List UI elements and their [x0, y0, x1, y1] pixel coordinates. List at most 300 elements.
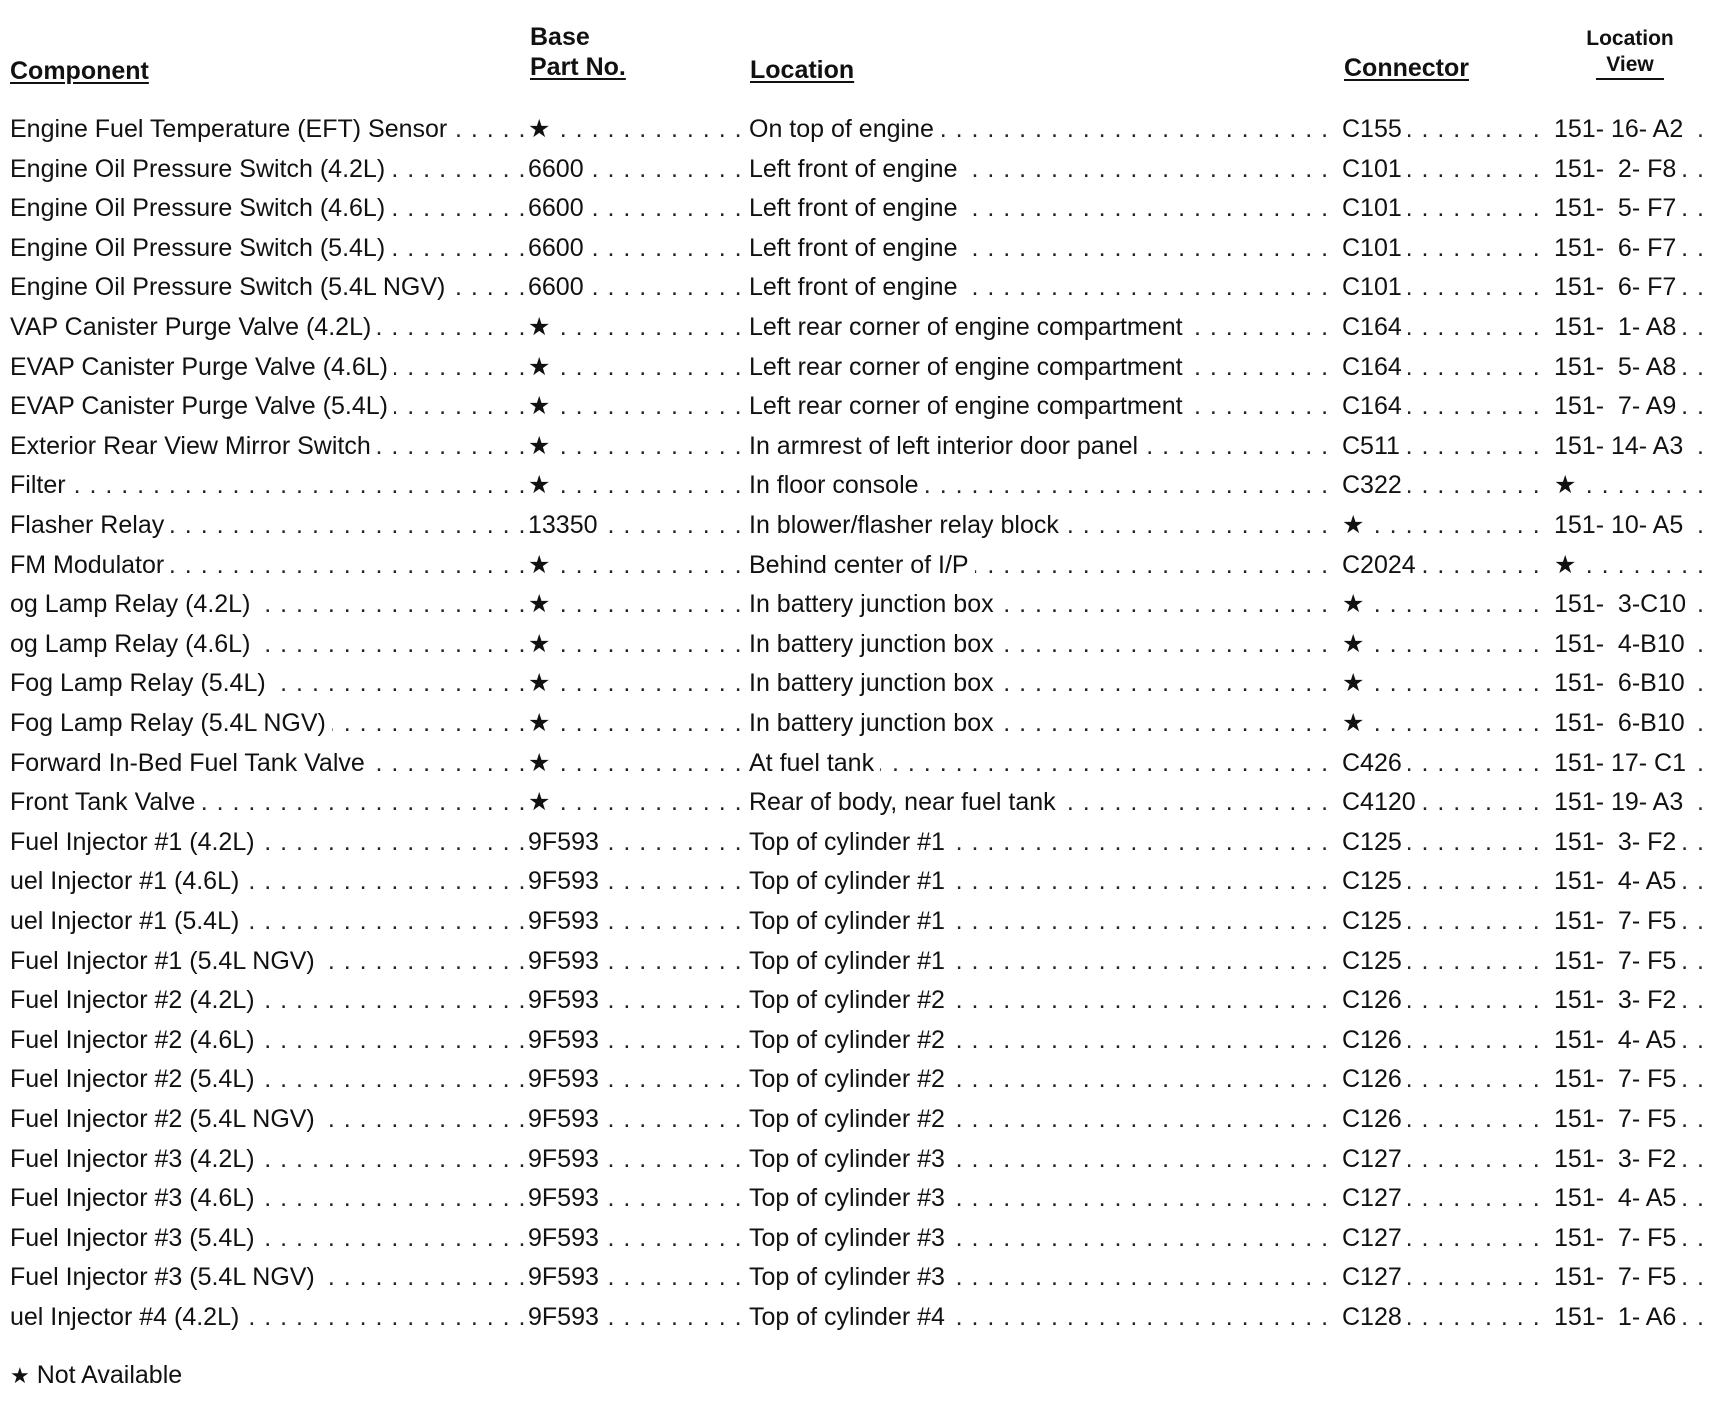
location-cell-text: Rear of body, near fuel tank — [749, 783, 1062, 822]
table-row — [0, 1021, 1712, 1061]
location-view-cell-text: 151- 6-B10 — [1554, 664, 1691, 703]
location-view-cell-text: 151- 3- F2 — [1554, 1140, 1682, 1179]
component-cell-text: Fuel Injector #2 (5.4L NGV) — [10, 1100, 321, 1139]
component-cell — [10, 1060, 524, 1099]
location-view-cell — [1554, 427, 1712, 466]
location-view-cell — [1554, 546, 1712, 585]
component-cell — [10, 704, 524, 743]
component-cell — [10, 229, 524, 268]
location-view-cell-text: 151- 6-B10 — [1554, 704, 1691, 743]
component-cell-text: Fuel Injector #3 (4.2L) — [10, 1140, 261, 1179]
location-view-cell-text: 151- 14- A3 — [1554, 427, 1689, 466]
location-cell — [749, 546, 1333, 585]
location-view-cell-text: 151- 7- A9 — [1554, 387, 1682, 426]
location-cell-text: In battery junction box — [749, 585, 1000, 624]
base-part-cell — [528, 268, 744, 307]
connector-cell-text: C128 — [1342, 1298, 1408, 1337]
table-row — [0, 110, 1712, 150]
base-part-cell-text: ★ — [528, 546, 556, 585]
location-cell — [749, 1219, 1333, 1258]
location-cell — [749, 506, 1333, 545]
location-view-cell — [1554, 981, 1712, 1020]
table-row — [0, 229, 1712, 269]
base-part-cell-text: 9F593 — [528, 823, 605, 862]
location-cell-text: Behind center of I/P — [749, 546, 975, 585]
connector-cell — [1342, 268, 1549, 307]
location-cell — [749, 110, 1333, 149]
location-view-cell — [1554, 585, 1712, 624]
location-cell — [749, 1298, 1333, 1337]
location-view-cell-text: 151- 4- A5 — [1554, 1021, 1682, 1060]
base-part-cell-text: ★ — [528, 664, 556, 703]
connector-cell-text: C127 — [1342, 1140, 1408, 1179]
table-row — [0, 942, 1712, 982]
component-cell — [10, 506, 524, 545]
location-cell — [749, 1100, 1333, 1139]
component-cell — [10, 1140, 524, 1179]
component-cell — [10, 823, 524, 862]
base-part-cell — [528, 427, 744, 466]
component-cell-text: Fuel Injector #2 (4.6L) — [10, 1021, 261, 1060]
footnote-text: Not Available — [36, 1361, 183, 1389]
component-cell — [10, 110, 524, 149]
location-view-cell-text: ★ — [1554, 466, 1582, 505]
base-part-cell — [528, 981, 744, 1020]
location-view-cell — [1554, 1298, 1712, 1337]
location-cell-text: Top of cylinder #1 — [749, 823, 951, 862]
connector-cell-text: C511 — [1342, 427, 1406, 466]
location-view-cell-text: 151- 17- C1 — [1554, 744, 1692, 783]
base-part-cell-text: 9F593 — [528, 1298, 605, 1337]
connector-cell — [1342, 783, 1549, 822]
location-view-cell-text: 151- 3- F2 — [1554, 981, 1682, 1020]
location-view-cell-text: 151- 16- A2 — [1554, 110, 1689, 149]
base-part-cell — [528, 783, 744, 822]
table-row — [0, 308, 1712, 348]
location-cell-text: Top of cylinder #1 — [749, 942, 951, 981]
component-cell — [10, 902, 524, 941]
table-row — [0, 268, 1712, 308]
location-view-cell-text: 151- 7- F5 — [1554, 1219, 1682, 1258]
connector-cell — [1342, 427, 1549, 466]
component-cell-text: og Lamp Relay (4.2L) — [10, 585, 256, 624]
location-cell-text: Top of cylinder #4 — [749, 1298, 951, 1337]
base-part-cell — [528, 625, 744, 664]
connector-cell — [1342, 110, 1549, 149]
location-cell-text: At fuel tank — [749, 744, 880, 783]
location-cell-text: Top of cylinder #2 — [749, 1021, 951, 1060]
base-part-cell-text: 9F593 — [528, 1140, 605, 1179]
component-cell — [10, 427, 524, 466]
base-part-cell-text: 9F593 — [528, 1258, 605, 1297]
location-cell-text: Left rear corner of engine compartment — [749, 308, 1189, 347]
location-view-cell — [1554, 268, 1712, 307]
location-view-cell — [1554, 1100, 1712, 1139]
location-view-cell — [1554, 308, 1712, 347]
component-cell-text: Fuel Injector #3 (5.4L NGV) — [10, 1258, 321, 1297]
base-part-cell — [528, 823, 744, 862]
location-view-cell — [1554, 1258, 1712, 1297]
component-cell-text: Fuel Injector #2 (5.4L) — [10, 1060, 261, 1099]
header-connector-label: Connector — [1344, 54, 1469, 82]
component-cell-text: Fog Lamp Relay (5.4L) — [10, 664, 272, 703]
base-part-cell — [528, 1060, 744, 1099]
location-cell — [749, 585, 1333, 624]
location-view-cell-text: 151- 1- A8 — [1554, 308, 1682, 347]
connector-cell-text: C164 — [1342, 308, 1408, 347]
component-cell-text: Exterior Rear View Mirror Switch — [10, 427, 377, 466]
location-view-cell-text: 151- 10- A5 — [1554, 506, 1689, 545]
table-row — [0, 1219, 1712, 1259]
connector-cell-text: C126 — [1342, 1060, 1408, 1099]
base-part-cell-text: 9F593 — [528, 902, 605, 941]
table-row — [0, 823, 1712, 863]
component-cell — [10, 625, 524, 664]
location-cell-text: On top of engine — [749, 110, 940, 149]
connector-cell — [1342, 150, 1549, 189]
connector-cell — [1342, 387, 1549, 426]
location-view-cell-text: 151- 2- F8 — [1554, 150, 1682, 189]
component-cell-text: uel Injector #4 (4.2L) — [10, 1298, 245, 1337]
connector-cell — [1342, 1021, 1549, 1060]
location-view-cell — [1554, 942, 1712, 981]
location-view-cell-text: 151- 6- F7 — [1554, 229, 1682, 268]
component-cell-text: EVAP Canister Purge Valve (4.6L) — [10, 348, 394, 387]
component-cell-text: Fuel Injector #3 (4.6L) — [10, 1179, 261, 1218]
location-cell — [749, 189, 1333, 228]
location-view-cell — [1554, 1140, 1712, 1179]
location-view-cell-text: 151- 4-B10 — [1554, 625, 1691, 664]
header-base-part-line2: Part No. — [530, 53, 626, 81]
location-cell — [749, 823, 1333, 862]
location-view-cell-text: ★ — [1554, 546, 1582, 585]
location-cell — [749, 664, 1333, 703]
base-part-cell-text: ★ — [528, 110, 556, 149]
component-cell — [10, 942, 524, 981]
base-part-cell — [528, 466, 744, 505]
base-part-cell-text: ★ — [528, 704, 556, 743]
location-view-cell-text: 151- 7- F5 — [1554, 942, 1682, 981]
base-part-cell-text: ★ — [528, 466, 556, 505]
base-part-cell-text: ★ — [528, 387, 556, 426]
base-part-cell — [528, 664, 744, 703]
location-cell-text: In battery junction box — [749, 625, 1000, 664]
base-part-cell-text: ★ — [528, 585, 556, 624]
location-cell — [749, 902, 1333, 941]
component-cell-text: Fuel Injector #1 (5.4L NGV) — [10, 942, 321, 981]
base-part-cell — [528, 902, 744, 941]
location-view-cell-text: 151- 19- A3 — [1554, 783, 1689, 822]
component-cell — [10, 783, 524, 822]
location-cell — [749, 1258, 1333, 1297]
location-view-cell-text: 151- 7- F5 — [1554, 1060, 1682, 1099]
connector-cell — [1342, 546, 1549, 585]
connector-cell-text: C126 — [1342, 1100, 1408, 1139]
base-part-cell — [528, 1258, 744, 1297]
location-cell-text: Top of cylinder #2 — [749, 1060, 951, 1099]
location-cell-text: In battery junction box — [749, 704, 1000, 743]
location-view-cell-text: 151- 4- A5 — [1554, 1179, 1682, 1218]
component-cell-text: uel Injector #1 (5.4L) — [10, 902, 245, 941]
location-cell — [749, 981, 1333, 1020]
connector-cell — [1342, 981, 1549, 1020]
base-part-cell-text: 9F593 — [528, 1060, 605, 1099]
location-cell — [749, 783, 1333, 822]
location-cell — [749, 1140, 1333, 1179]
connector-cell-text: C4120 — [1342, 783, 1422, 822]
component-cell-text: Filter — [10, 466, 72, 505]
connector-cell-text: ★ — [1342, 664, 1370, 703]
component-cell-text: Engine Oil Pressure Switch (4.2L) — [10, 150, 391, 189]
connector-cell — [1342, 229, 1549, 268]
connector-cell-text: C322 — [1342, 466, 1408, 505]
connector-cell — [1342, 625, 1549, 664]
component-cell-text: og Lamp Relay (4.6L) — [10, 625, 256, 664]
location-cell — [749, 229, 1333, 268]
connector-cell — [1342, 189, 1549, 228]
base-part-cell-text: ★ — [528, 783, 556, 822]
location-cell-text: Top of cylinder #1 — [749, 902, 951, 941]
base-part-cell — [528, 704, 744, 743]
base-part-cell-text: 9F593 — [528, 862, 605, 901]
base-part-cell — [528, 150, 744, 189]
location-cell-text: Left front of engine — [749, 189, 963, 228]
component-cell-text: Flasher Relay — [10, 506, 170, 545]
connector-cell — [1342, 902, 1549, 941]
connector-cell — [1342, 348, 1549, 387]
location-cell-text: Left front of engine — [749, 229, 963, 268]
connector-cell — [1342, 506, 1549, 545]
location-cell — [749, 862, 1333, 901]
connector-cell — [1342, 585, 1549, 624]
table-row — [0, 981, 1712, 1021]
base-part-cell — [528, 348, 744, 387]
location-view-cell — [1554, 348, 1712, 387]
base-part-cell — [528, 585, 744, 624]
base-part-cell — [528, 1219, 744, 1258]
component-cell-text: Engine Fuel Temperature (EFT) Sensor — [10, 110, 453, 149]
component-cell — [10, 981, 524, 1020]
connector-cell — [1342, 1219, 1549, 1258]
base-part-cell — [528, 229, 744, 268]
location-view-cell-text: 151- 5- F7 — [1554, 189, 1682, 228]
component-cell-text: Engine Oil Pressure Switch (5.4L NGV) — [10, 268, 451, 307]
table-row — [0, 1100, 1712, 1140]
component-cell — [10, 466, 524, 505]
connector-cell-text: ★ — [1342, 625, 1370, 664]
table-row — [0, 189, 1712, 229]
table-row — [0, 625, 1712, 665]
connector-cell-text: C125 — [1342, 942, 1408, 981]
location-view-cell — [1554, 862, 1712, 901]
header-location-label: Location — [750, 56, 855, 84]
location-view-cell — [1554, 744, 1712, 783]
component-cell — [10, 1258, 524, 1297]
header-location-view-line2: View — [1596, 53, 1663, 80]
base-part-cell-text: 9F593 — [528, 1179, 605, 1218]
table-row — [0, 783, 1712, 823]
connector-cell — [1342, 466, 1549, 505]
component-cell — [10, 546, 524, 585]
connector-cell — [1342, 1298, 1549, 1337]
connector-cell — [1342, 1179, 1549, 1218]
connector-cell — [1342, 862, 1549, 901]
header-location — [750, 55, 854, 85]
location-view-cell — [1554, 229, 1712, 268]
table-row — [0, 902, 1712, 942]
location-cell — [749, 1021, 1333, 1060]
table-row — [0, 387, 1712, 427]
component-cell — [10, 268, 524, 307]
base-part-cell-text: 9F593 — [528, 1100, 605, 1139]
base-part-cell-text: 6600 — [528, 150, 590, 189]
component-cell-text: Front Tank Valve — [10, 783, 201, 822]
base-part-cell — [528, 308, 744, 347]
location-cell — [749, 427, 1333, 466]
location-view-cell — [1554, 110, 1712, 149]
base-part-cell-text: ★ — [528, 427, 556, 466]
location-cell-text: Left front of engine — [749, 150, 963, 189]
component-cell — [10, 150, 524, 189]
location-view-cell — [1554, 664, 1712, 703]
location-cell-text: Top of cylinder #3 — [749, 1219, 951, 1258]
location-cell-text: Left front of engine — [749, 268, 963, 307]
base-part-cell-text: ★ — [528, 308, 556, 347]
component-cell — [10, 1298, 524, 1337]
location-view-cell — [1554, 1021, 1712, 1060]
location-cell-text: In floor console — [749, 466, 925, 505]
location-cell — [749, 150, 1333, 189]
table-row — [0, 427, 1712, 467]
base-part-cell — [528, 1298, 744, 1337]
header-base-part-no — [530, 22, 626, 82]
location-cell — [749, 625, 1333, 664]
component-cell — [10, 1021, 524, 1060]
location-cell — [749, 1179, 1333, 1218]
base-part-cell — [528, 1021, 744, 1060]
component-cell — [10, 308, 524, 347]
connector-cell-text: C126 — [1342, 1021, 1408, 1060]
table-row — [0, 1060, 1712, 1100]
component-cell — [10, 348, 524, 387]
footnote — [10, 1360, 182, 1391]
connector-cell — [1342, 704, 1549, 743]
location-view-cell-text: 151- 7- F5 — [1554, 1258, 1682, 1297]
location-cell-text: Top of cylinder #2 — [749, 1100, 951, 1139]
location-cell-text: Top of cylinder #2 — [749, 981, 951, 1020]
location-cell — [749, 348, 1333, 387]
component-cell — [10, 1179, 524, 1218]
base-part-cell-text: ★ — [528, 348, 556, 387]
connector-cell-text: ★ — [1342, 585, 1370, 624]
location-view-cell — [1554, 506, 1712, 545]
base-part-cell — [528, 189, 744, 228]
connector-cell-text: C101 — [1342, 268, 1408, 307]
connector-cell-text: ★ — [1342, 704, 1370, 743]
base-part-cell-text: ★ — [528, 625, 556, 664]
table-row — [0, 546, 1712, 586]
location-view-cell — [1554, 625, 1712, 664]
table-row — [0, 466, 1712, 506]
location-cell — [749, 1060, 1333, 1099]
table-row — [0, 150, 1712, 190]
component-cell-text: Forward In-Bed Fuel Tank Valve — [10, 744, 371, 783]
connector-cell — [1342, 942, 1549, 981]
header-component — [10, 56, 149, 86]
connector-cell-text: C101 — [1342, 189, 1408, 228]
connector-cell-text: C164 — [1342, 348, 1408, 387]
base-part-cell — [528, 744, 744, 783]
base-part-cell-text: 9F593 — [528, 1219, 605, 1258]
location-view-cell-text: 151- 7- F5 — [1554, 902, 1682, 941]
connector-cell — [1342, 308, 1549, 347]
connector-cell — [1342, 1258, 1549, 1297]
header-location-view-line1: Location — [1586, 27, 1674, 50]
location-view-cell — [1554, 783, 1712, 822]
connector-cell-text: C127 — [1342, 1179, 1408, 1218]
base-part-cell — [528, 506, 744, 545]
table-row — [0, 1140, 1712, 1180]
component-cell-text: EVAP Canister Purge Valve (5.4L) — [10, 387, 394, 426]
component-cell — [10, 1219, 524, 1258]
location-cell-text: In armrest of left interior door panel — [749, 427, 1144, 466]
component-cell-text: Engine Oil Pressure Switch (5.4L) — [10, 229, 391, 268]
component-cell — [10, 1100, 524, 1139]
location-cell — [749, 942, 1333, 981]
connector-cell-text: C426 — [1342, 744, 1408, 783]
location-cell-text: Top of cylinder #3 — [749, 1179, 951, 1218]
base-part-cell-text: 6600 — [528, 229, 590, 268]
base-part-cell — [528, 1179, 744, 1218]
connector-cell — [1342, 1060, 1549, 1099]
component-cell-text: uel Injector #1 (4.6L) — [10, 862, 245, 901]
base-part-cell — [528, 1100, 744, 1139]
location-view-cell-text: 151- 4- A5 — [1554, 862, 1682, 901]
connector-cell-text: C164 — [1342, 387, 1408, 426]
base-part-cell — [528, 387, 744, 426]
header-base-part-line1: Base — [530, 23, 590, 51]
location-view-cell-text: 151- 1- A6 — [1554, 1298, 1682, 1337]
location-cell — [749, 387, 1333, 426]
location-view-cell-text: 151- 3- F2 — [1554, 823, 1682, 862]
location-cell — [749, 744, 1333, 783]
header-component-label: Component — [10, 57, 149, 85]
table-row — [0, 1179, 1712, 1219]
star-icon: ★ — [10, 1363, 30, 1388]
base-part-cell-text: 9F593 — [528, 981, 605, 1020]
location-view-cell-text: 151- 3-C10 — [1554, 585, 1692, 624]
location-view-cell — [1554, 1179, 1712, 1218]
base-part-cell — [528, 1140, 744, 1179]
location-view-cell-text: 151- 5- A8 — [1554, 348, 1682, 387]
connector-cell-text: C125 — [1342, 862, 1408, 901]
table-row — [0, 348, 1712, 388]
location-cell — [749, 268, 1333, 307]
base-part-cell-text: 13350 — [528, 506, 604, 545]
component-cell-text: Fuel Injector #3 (5.4L) — [10, 1219, 261, 1258]
connector-cell — [1342, 823, 1549, 862]
location-cell-text: In blower/flasher relay block — [749, 506, 1065, 545]
base-part-cell — [528, 942, 744, 981]
table-row — [0, 1258, 1712, 1298]
component-cell — [10, 189, 524, 228]
base-part-cell-text: 6600 — [528, 268, 590, 307]
connector-cell-text: C126 — [1342, 981, 1408, 1020]
connector-cell-text: C155 — [1342, 110, 1408, 149]
location-view-cell — [1554, 902, 1712, 941]
header-location-view — [1578, 26, 1682, 78]
location-view-cell — [1554, 704, 1712, 743]
